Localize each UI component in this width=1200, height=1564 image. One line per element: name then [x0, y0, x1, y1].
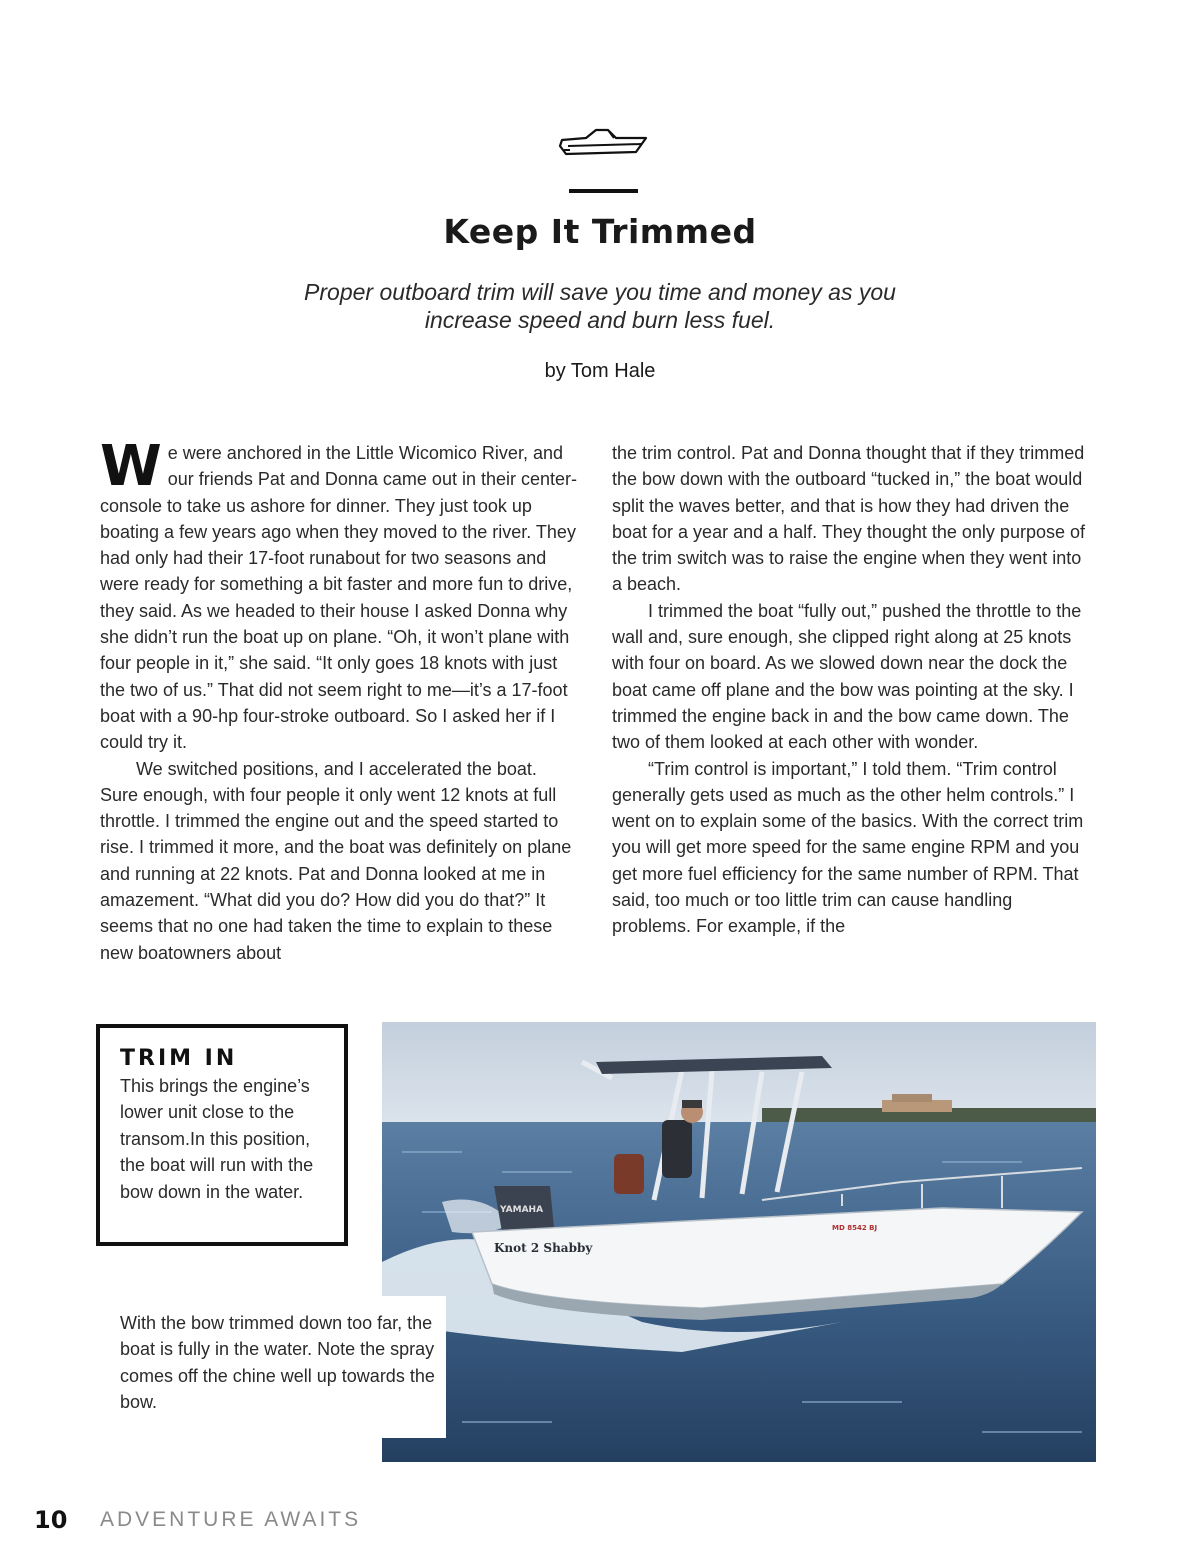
byline: by Tom Hale: [544, 360, 656, 382]
trim-in-sidebar: [96, 1024, 348, 1246]
folio: ADVENTURE AWAITS: [100, 1508, 362, 1531]
paragraph-text: e were anchored in the Little Wicomico River, and our friends Pat and Donna came out in their center-console to take us ashore for dinner. They just took up boating a few years ago when they moved to the river. They had only had their 17-foot runabout for two seasons and were ready for something a bit faster and more fun to drive, they said. As we headed to their house I asked Donna why she didn’t run the boat up on plane. “Oh, it won’t plane with four people in it,” she said. “It only goes 18 knots with just the two of us.” That did not seem right to me—it’s a 17-foot boat with a 90-hp four-stroke outboard. So I asked her if I could try it.: [100, 443, 578, 753]
paragraph: “Trim control is important,” I told them. “Trim control generally gets used as much as the other helm controls.” I went on to explain some of the basics. With the correct trim you will get more speed for the same engine RPM and you get more fuel efficiency for the same number of RPM. That said, too much or too little trim can cause handling problems. For example, if the: [612, 758, 1084, 937]
boat-photo: [382, 1022, 1096, 1462]
paragraph: I trimmed the boat “fully out,” pushed the throttle to the wall and, sure enough, she clipped right along at 25 knots with four on board. As we slowed down near the dock the boat came off plane and the bow was pointing at the sky. I trimmed the engine back in and the bow came down. The two of them looked at each other with wonder.: [612, 600, 1082, 753]
registration-label: MD 8542 BJ: [832, 1224, 878, 1232]
sidebar-text: This brings the engine’s lower unit close to the transom.In this position, the boat will run with the bow down in the water.: [120, 1076, 314, 1202]
engine-brand-label: YAMAHA: [500, 1205, 544, 1215]
sidebar-heading: TRIM IN: [120, 1046, 238, 1071]
title-rule: [569, 189, 638, 193]
article-column-left: [100, 434, 578, 966]
hull-name-label: Knot 2 Shabby: [494, 1241, 593, 1255]
page-number: 10: [34, 1506, 68, 1534]
article-column-right: [612, 440, 1090, 940]
photo-caption: With the bow trimmed down too far, the boat is fully in the water. Note the spray comes off the chine well up towards the bow.: [100, 1296, 446, 1438]
paragraph: [100, 434, 578, 756]
paragraph: We switched positions, and I accelerated the boat. Sure enough, with four people it only went 12 knots at full throttle. I trimmed the engine out and the speed started to rise. I trimmed it more, and the boat was definitely on plane and running at 22 knots. Pat and Donna looked at me in amazement. “What did you do? How did you do that?” It seems that no one had taken the time to explain to these new boatowners about: [100, 758, 572, 963]
boat-icon: [556, 124, 650, 160]
article-title: Keep It Trimmed: [443, 212, 757, 251]
paragraph: the trim control. Pat and Donna thought that if they trimmed the bow down with the outboard “tucked in,” the boat would split the waves better, and that is how they had driven the boat for a year and a half. They thought the only purpose of the trim switch was to raise the engine when they went into a beach.: [612, 443, 1085, 595]
drop-cap: W: [100, 434, 162, 499]
article-subtitle: Proper outboard trim will save you time and money as you increase speed and burn less fuel.: [304, 279, 896, 333]
